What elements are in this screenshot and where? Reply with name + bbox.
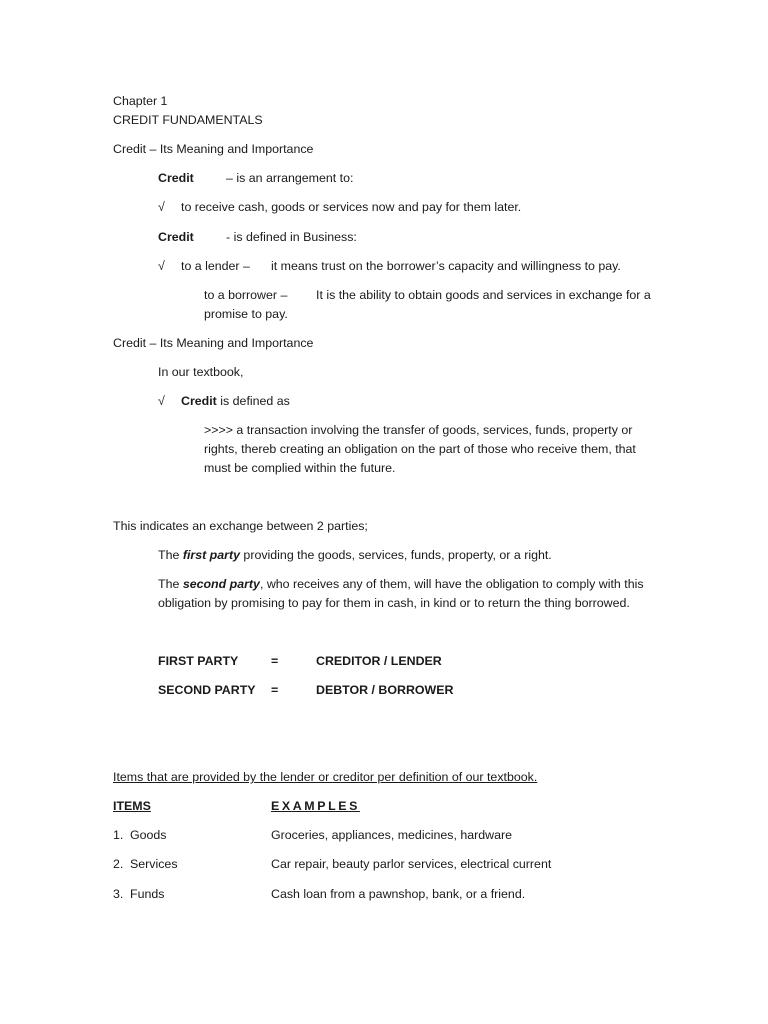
first-party-term: first party	[182, 548, 240, 562]
item-examples: Groceries, appliances, medicines, hardware	[271, 828, 513, 842]
items-column-header: ITEMS	[113, 799, 151, 813]
first-party-value: CREDITOR / LENDER	[316, 654, 442, 668]
credit-term: Credit	[158, 171, 194, 185]
first-party-equals: =	[271, 654, 279, 668]
first-party-description: The first party providing the goods, services, funds, property, or a right.	[158, 548, 552, 562]
credit-definition: – is an arrangement to:	[226, 171, 354, 185]
credit-defined-as: Credit is defined as	[181, 394, 290, 408]
first-party-label: FIRST PARTY	[158, 654, 239, 668]
check-mark-icon: √	[158, 394, 165, 408]
bullet-receive-cash: to receive cash, goods or services now and pay for them later.	[181, 200, 522, 214]
lender-label: to a lender –	[181, 259, 250, 273]
check-mark-icon: √	[158, 200, 165, 214]
section2-heading: Credit – Its Meaning and Importance	[113, 336, 314, 350]
item-examples: Car repair, beauty parlor services, electrical current	[271, 857, 552, 871]
item-name: Services	[130, 857, 178, 871]
credit-business-definition: - is defined in Business:	[226, 230, 357, 244]
item-number: 3.	[113, 887, 124, 901]
item-number: 2.	[113, 857, 124, 871]
section1-heading: Credit – Its Meaning and Importance	[113, 142, 314, 156]
borrower-text-line1: It is the ability to obtain goods and services in exchange for a	[316, 288, 651, 302]
second-party-term: second party	[182, 577, 260, 591]
examples-column-header: EXAMPLES	[271, 799, 360, 813]
borrower-text-line2: promise to pay.	[204, 307, 288, 321]
exchange-intro: This indicates an exchange between 2 parties;	[113, 519, 368, 533]
credit-term-business: Credit	[158, 230, 194, 244]
check-mark-icon: √	[158, 259, 165, 273]
borrower-label: to a borrower –	[204, 288, 288, 302]
second-party-value: DEBTOR / BORROWER	[316, 683, 454, 697]
second-party-description: The second party, who receives any of them, will have the obligation to comply with this obligation by promising to pay for them in cash, in kind or to return the thing borrowed.	[158, 577, 644, 611]
item-examples: Cash loan from a pawnshop, bank, or a friend.	[271, 887, 526, 901]
chapter-number: Chapter 1	[113, 94, 168, 108]
item-name: Funds	[130, 887, 165, 901]
lender-text: it means trust on the borrower’s capacity and willingness to pay.	[271, 259, 621, 273]
textbook-intro: In our textbook,	[158, 365, 244, 379]
chapter-title: CREDIT FUNDAMENTALS	[113, 113, 263, 127]
item-name: Goods	[130, 828, 167, 842]
item-number: 1.	[113, 828, 124, 842]
second-party-equals: =	[271, 683, 279, 697]
credit-bold-term: Credit	[181, 394, 217, 408]
credit-textbook-definition: >>>> a transaction involving the transfer of goods, services, funds, property or rights, thereb creating an obligation on the part of those who receive them, that must be complied within the future.	[204, 423, 636, 476]
items-heading: Items that are provided by the lender or creditor per definition of our textbook.	[113, 770, 538, 784]
second-party-label: SECOND PARTY	[158, 683, 256, 697]
